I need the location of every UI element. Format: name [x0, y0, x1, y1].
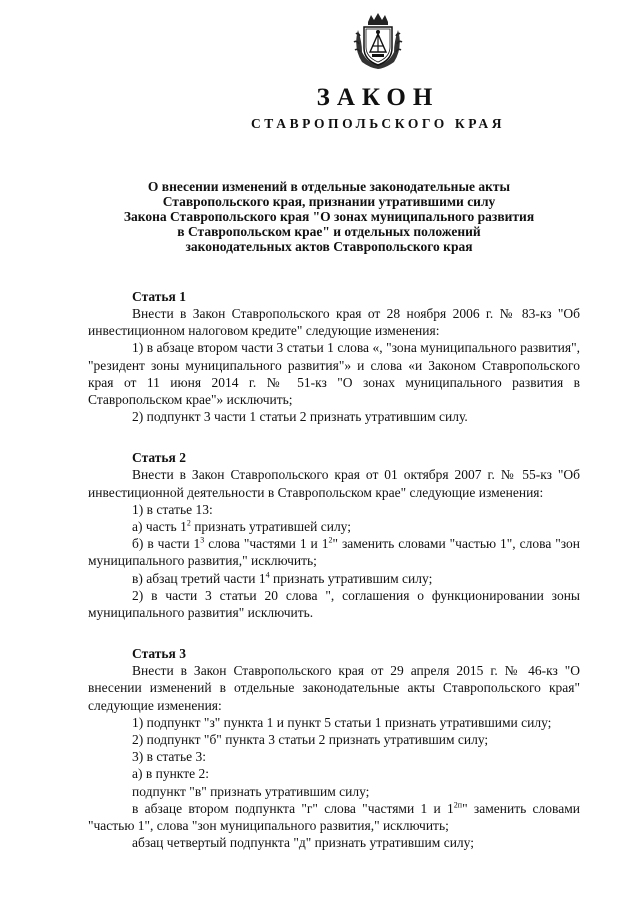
article-paragraph: а) в пункте 2:: [132, 766, 209, 782]
article-paragraph: 3) в статье 3:: [132, 749, 206, 765]
preamble-line: О внесении изменений в отдельные законодательные акты: [147, 179, 511, 194]
superscript: 4: [265, 570, 270, 580]
preamble-line: законодательных актов Ставропольского края: [185, 239, 473, 254]
paragraph-text: а) часть 1: [132, 519, 187, 535]
article-paragraph: 1) в абзаце втором части 3 статьи 1 слова «, "зона муниципального развития", "резидент зоны муниципального развития"» и слова «и Законом Ставропольского края от 11 июня 2014 г. № 51-кз "О зонах муниципального развития в Ставропольском крае"» исключить;: [88, 340, 580, 408]
article-paragraph: абзац четвертый подпункта "д" признать утратившим силу;: [132, 835, 474, 851]
article-paragraph: 1) в статье 13:: [132, 501, 213, 517]
preamble-line: Закона Ставропольского края "О зонах муниципального развития: [123, 209, 535, 224]
article-paragraph: Внести в Закон Ставропольского края от 29 апреля 2015 г. № 46-кз "О внесении изменений в отдельные законодательные акты Ставропольского края" следующие изменения:: [88, 663, 580, 713]
article-paragraph: подпункт "в" признать утратившим силу;: [132, 783, 370, 799]
document-page: [0, 12, 640, 915]
article-paragraph: [88, 535, 580, 569]
paragraph-text: признать утратившей силу;: [190, 519, 352, 535]
paragraph-text: " заменить словами "частью 1", слова "зон муниципального развития," исключить;: [88, 536, 581, 569]
article-2: [88, 449, 580, 621]
superscript: 2: [328, 535, 333, 545]
article-title: Статья 3: [132, 646, 186, 662]
law-preamble: [78, 179, 580, 254]
article-3: [88, 645, 580, 851]
article-paragraph: Внести в Закон Ставропольского края от 28 ноября 2006 г. № 83-кз "Об инвестиционном налоговом кредите" следующие изменения:: [88, 306, 580, 339]
article-title: Статья 2: [132, 450, 186, 466]
preamble-line: Ставропольского края, признании утратившими силу: [162, 194, 496, 209]
paragraph-text: признать утратившим силу;: [269, 570, 433, 586]
article-paragraph: 2) подпункт 3 части 1 статьи 2 признать утратившим силу.: [132, 409, 468, 425]
article-title: Статья 1: [132, 289, 186, 304]
preamble-line: в Ставропольском крае" и отдельных положений: [177, 224, 481, 239]
superscript: 2: [186, 518, 191, 528]
article-paragraph: 1) подпункт "з" пункта 1 и пункт 5 статьи 1 признать утратившими силу;: [132, 714, 552, 730]
law-subtitle: СТАВРОПОЛЬСКОГО КРАЯ: [250, 116, 506, 131]
article-paragraph: Внести в Закон Ставропольского края от 01 октября 2007 г. № 55-кз "Об инвестиционной деятельности в Ставропольском крае" следующие изменения:: [88, 467, 580, 500]
article-1: [88, 288, 580, 425]
law-title: ЗАКОН: [316, 84, 440, 111]
article-paragraph: [88, 800, 580, 834]
paragraph-text: в) абзац третий части 1: [132, 570, 266, 586]
article-paragraph: 2) в части 3 статьи 20 слова ", соглашения о функционировании зоны муниципального развития" исключить.: [88, 587, 580, 621]
paragraph-text: в абзаце втором подпункта "г" слова "частями 1 и 1: [132, 800, 454, 816]
article-paragraph: [88, 570, 580, 587]
superscript: 3: [200, 535, 205, 545]
paragraph-text: слова "частями 1 и 1: [204, 536, 329, 552]
paragraph-text: " заменить словами "частью 1", слова "зон муниципального развития," исключить;: [88, 800, 580, 834]
paragraph-text: б) в части 1: [132, 536, 201, 552]
article-paragraph: 2) подпункт "б" пункта 3 статьи 2 признать утратившим силу;: [132, 732, 489, 748]
coat-of-arms-icon: [350, 12, 406, 70]
superscript: 2п: [453, 800, 463, 810]
article-paragraph: [88, 518, 580, 535]
